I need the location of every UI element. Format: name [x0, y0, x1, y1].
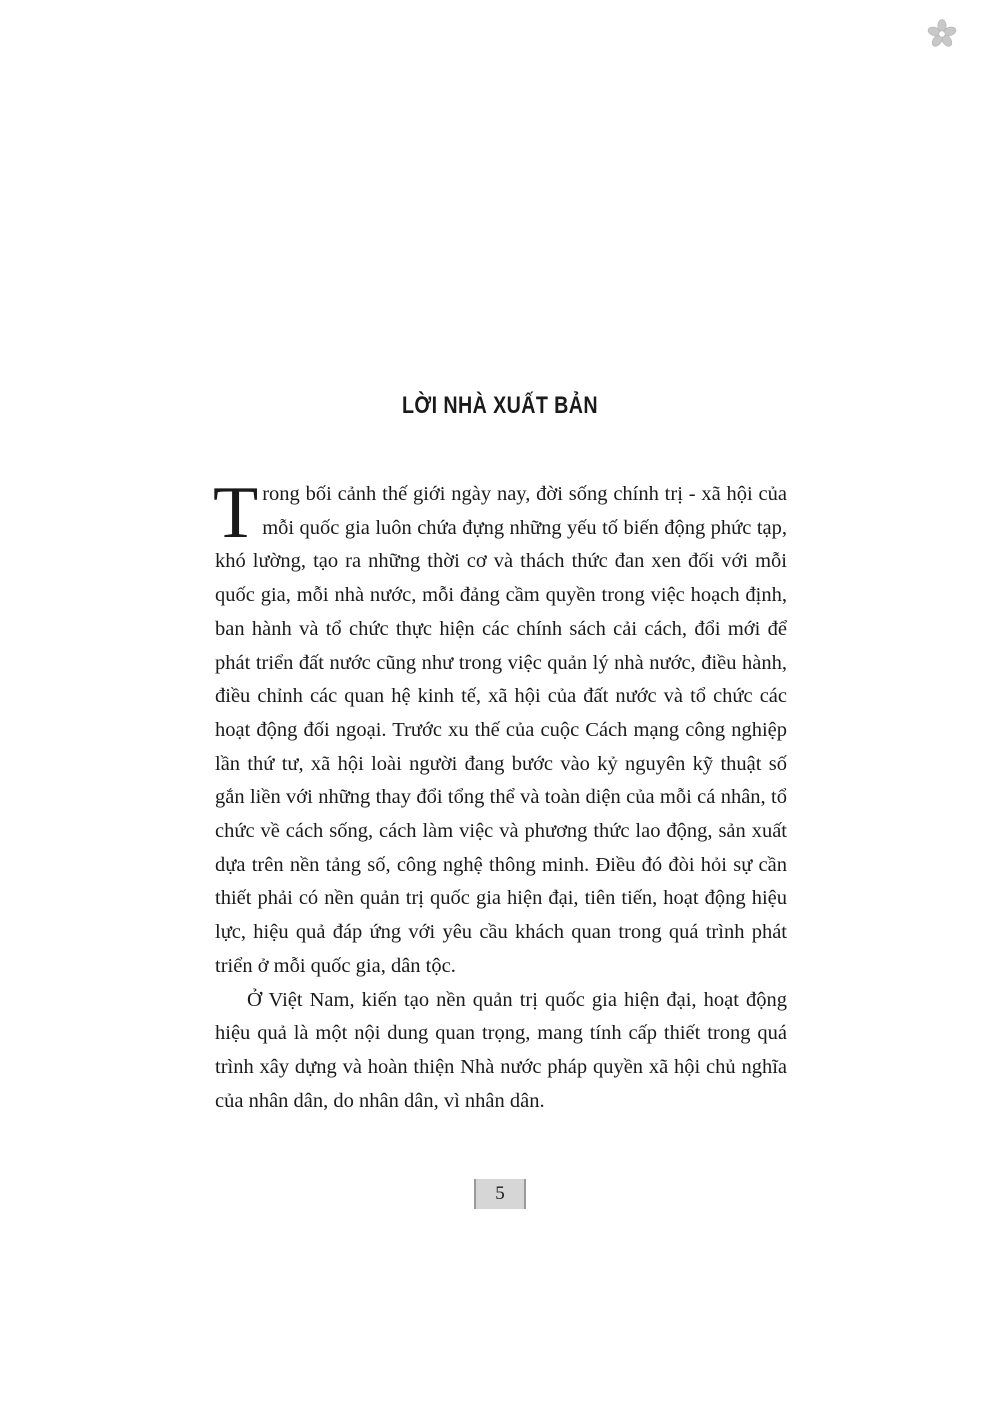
paragraph-1-text: rong bối cảnh thế giới ngày nay, đời sống chính trị - xã hội của mỗi quốc gia luôn chứa đựng những yếu tố biến động phức tạp, khó lường, tạo ra những thời cơ và thách thức đan xen đối với mỗi quốc gia, mỗi nhà nước, mỗi đảng cầm quyền trong việc hoạch định, ban hành và tổ chức thực hiện các chính sách cải cách, đổi mới để phát triển đất nước cũng như trong việc quản lý nhà nước, điều hành, điều chỉnh các quan hệ kinh tế, xã hội của đất nước và tổ chức các hoạt động đối ngoại. Trước xu thế của cuộc Cách mạng công nghiệp lần thứ tư, xã hội loài người đang bước vào kỷ nguyên kỹ thuật số gắn liền với những thay đổi tổng thể và toàn diện của mỗi cá nhân, tổ chức về cách sống, cách làm việc và phương thức lao động, sản xuất dựa trên nền tảng số, công nghệ thông minh. Điều đó đòi hỏi sự cần thiết phải có nền quản trị quốc gia hiện đại, tiên tiến, hoạt động hiệu lực, hiệu quả đáp ứng với yêu cầu khách quan trong quá trình phát triển ở mỗi quốc gia, dân tộc. [215, 483, 787, 977]
body-text [213, 472, 787, 1118]
drop-cap: T [213, 472, 259, 554]
paragraph-2: Ở Việt Nam, kiến tạo nền quản trị quốc gia hiện đại, hoạt động hiệu quả là một nội dung quan trọng, mang tính cấp thiết trong quá trình xây dựng và hoàn thiện Nhà nước pháp quyền xã hội chủ nghĩa của nhân dân, do nhân dân, vì nhân dân. [215, 988, 787, 1112]
page-title: LỜI NHÀ XUẤT BẢN [401, 392, 599, 419]
flower-ornament-icon [926, 18, 958, 50]
page-number: 5 [474, 1179, 526, 1209]
paragraph-1 [213, 472, 787, 984]
